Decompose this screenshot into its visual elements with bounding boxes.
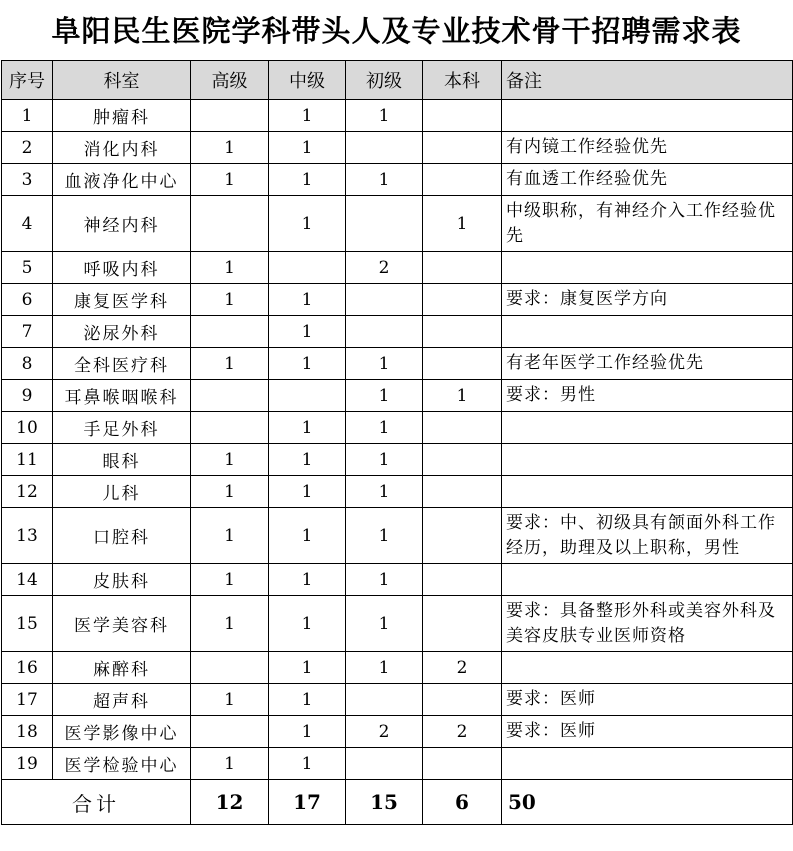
cell-bachelor — [423, 252, 502, 284]
total-grand: 50 — [502, 780, 793, 825]
cell-middle: 1 — [269, 684, 346, 716]
cell-dept: 医学影像中心 — [53, 716, 191, 748]
cell-no: 8 — [2, 348, 53, 380]
cell-note — [502, 564, 793, 596]
cell-no: 2 — [2, 132, 53, 164]
cell-senior: 1 — [191, 684, 269, 716]
table-row — [2, 748, 793, 780]
cell-note: 要求：具备整形外科或美容外科及美容皮肤专业医师资格 — [502, 596, 793, 652]
cell-bachelor — [423, 164, 502, 196]
table-row — [2, 652, 793, 684]
cell-bachelor: 2 — [423, 652, 502, 684]
cell-no: 15 — [2, 596, 53, 652]
cell-note — [502, 316, 793, 348]
cell-bachelor — [423, 564, 502, 596]
header-note: 备注 — [502, 61, 793, 100]
cell-senior: 1 — [191, 564, 269, 596]
cell-middle: 1 — [269, 596, 346, 652]
cell-middle: 1 — [269, 412, 346, 444]
cell-junior: 1 — [346, 596, 423, 652]
table-row — [2, 252, 793, 284]
cell-senior — [191, 412, 269, 444]
cell-senior — [191, 316, 269, 348]
cell-junior: 1 — [346, 164, 423, 196]
cell-bachelor — [423, 412, 502, 444]
cell-senior: 1 — [191, 508, 269, 564]
cell-middle: 1 — [269, 476, 346, 508]
table-row — [2, 684, 793, 716]
cell-middle: 1 — [269, 716, 346, 748]
cell-middle: 1 — [269, 748, 346, 780]
table-row — [2, 348, 793, 380]
cell-senior: 1 — [191, 132, 269, 164]
cell-note — [502, 412, 793, 444]
cell-bachelor — [423, 596, 502, 652]
cell-senior: 1 — [191, 444, 269, 476]
cell-junior: 2 — [346, 716, 423, 748]
cell-middle: 1 — [269, 196, 346, 252]
cell-dept: 儿科 — [53, 476, 191, 508]
cell-bachelor: 1 — [423, 380, 502, 412]
cell-junior — [346, 684, 423, 716]
cell-middle — [269, 252, 346, 284]
cell-bachelor — [423, 476, 502, 508]
table-row — [2, 316, 793, 348]
cell-dept: 消化内科 — [53, 132, 191, 164]
cell-no: 17 — [2, 684, 53, 716]
cell-no: 11 — [2, 444, 53, 476]
cell-junior: 1 — [346, 476, 423, 508]
header-bachelor: 本科 — [423, 61, 502, 100]
header-senior: 高级 — [191, 61, 269, 100]
cell-dept: 全科医疗科 — [53, 348, 191, 380]
cell-senior: 1 — [191, 284, 269, 316]
header-junior: 初级 — [346, 61, 423, 100]
total-row — [2, 780, 793, 825]
cell-dept: 眼科 — [53, 444, 191, 476]
total-bachelor: 6 — [423, 780, 502, 825]
cell-senior: 1 — [191, 252, 269, 284]
cell-no: 10 — [2, 412, 53, 444]
cell-note: 要求：男性 — [502, 380, 793, 412]
cell-no: 5 — [2, 252, 53, 284]
cell-dept: 耳鼻喉咽喉科 — [53, 380, 191, 412]
cell-middle: 1 — [269, 508, 346, 564]
cell-no: 1 — [2, 100, 53, 132]
cell-middle: 1 — [269, 164, 346, 196]
cell-junior: 1 — [346, 100, 423, 132]
cell-dept: 皮肤科 — [53, 564, 191, 596]
cell-junior: 1 — [346, 444, 423, 476]
cell-note — [502, 100, 793, 132]
cell-senior — [191, 196, 269, 252]
cell-senior: 1 — [191, 348, 269, 380]
cell-no: 18 — [2, 716, 53, 748]
cell-dept: 手足外科 — [53, 412, 191, 444]
header-no: 序号 — [2, 61, 53, 100]
cell-bachelor — [423, 508, 502, 564]
cell-no: 7 — [2, 316, 53, 348]
cell-senior — [191, 652, 269, 684]
cell-junior — [346, 196, 423, 252]
cell-no: 12 — [2, 476, 53, 508]
cell-junior: 1 — [346, 412, 423, 444]
cell-note: 中级职称，有神经介入工作经验优先 — [502, 196, 793, 252]
table-body — [2, 100, 793, 780]
table-row — [2, 596, 793, 652]
cell-bachelor: 2 — [423, 716, 502, 748]
cell-dept: 康复医学科 — [53, 284, 191, 316]
table-row — [2, 564, 793, 596]
cell-junior: 1 — [346, 564, 423, 596]
cell-no: 16 — [2, 652, 53, 684]
table-row — [2, 132, 793, 164]
cell-middle: 1 — [269, 444, 346, 476]
cell-middle: 1 — [269, 348, 346, 380]
cell-dept: 口腔科 — [53, 508, 191, 564]
cell-bachelor — [423, 316, 502, 348]
cell-no: 3 — [2, 164, 53, 196]
total-middle: 17 — [269, 780, 346, 825]
table-row — [2, 284, 793, 316]
cell-dept: 超声科 — [53, 684, 191, 716]
cell-note — [502, 252, 793, 284]
cell-bachelor: 1 — [423, 196, 502, 252]
cell-middle: 1 — [269, 564, 346, 596]
page-title: 阜阳民生医院学科带头人及专业技术骨干招聘需求表 — [51, 14, 742, 48]
cell-bachelor — [423, 684, 502, 716]
cell-dept: 泌尿外科 — [53, 316, 191, 348]
cell-junior: 2 — [346, 252, 423, 284]
cell-no: 19 — [2, 748, 53, 780]
cell-bachelor — [423, 444, 502, 476]
cell-no: 14 — [2, 564, 53, 596]
cell-no: 4 — [2, 196, 53, 252]
cell-note — [502, 748, 793, 780]
cell-note: 有血透工作经验优先 — [502, 164, 793, 196]
cell-senior: 1 — [191, 596, 269, 652]
cell-no: 13 — [2, 508, 53, 564]
table-row — [2, 444, 793, 476]
cell-note: 要求：康复医学方向 — [502, 284, 793, 316]
cell-note: 有老年医学工作经验优先 — [502, 348, 793, 380]
total-label: 合计 — [2, 780, 191, 825]
header-row — [2, 61, 793, 100]
cell-senior — [191, 100, 269, 132]
cell-junior — [346, 748, 423, 780]
cell-middle: 1 — [269, 316, 346, 348]
table-row — [2, 380, 793, 412]
cell-note — [502, 476, 793, 508]
cell-senior: 1 — [191, 164, 269, 196]
cell-middle: 1 — [269, 652, 346, 684]
cell-note — [502, 652, 793, 684]
cell-senior: 1 — [191, 476, 269, 508]
table-row — [2, 196, 793, 252]
table-row — [2, 164, 793, 196]
cell-dept: 血液净化中心 — [53, 164, 191, 196]
header-dept: 科室 — [53, 61, 191, 100]
total-junior: 15 — [346, 780, 423, 825]
cell-junior: 1 — [346, 348, 423, 380]
cell-note: 要求：医师 — [502, 716, 793, 748]
table-row — [2, 508, 793, 564]
cell-note — [502, 444, 793, 476]
cell-bachelor — [423, 348, 502, 380]
header-middle: 中级 — [269, 61, 346, 100]
cell-dept: 肿瘤科 — [53, 100, 191, 132]
cell-dept: 医学检验中心 — [53, 748, 191, 780]
cell-note: 有内镜工作经验优先 — [502, 132, 793, 164]
cell-no: 9 — [2, 380, 53, 412]
cell-dept: 医学美容科 — [53, 596, 191, 652]
cell-junior: 1 — [346, 652, 423, 684]
cell-senior — [191, 716, 269, 748]
cell-junior — [346, 316, 423, 348]
cell-note: 要求：中、初级具有颌面外科工作经历，助理及以上职称，男性 — [502, 508, 793, 564]
cell-middle: 1 — [269, 284, 346, 316]
cell-junior — [346, 132, 423, 164]
cell-junior: 1 — [346, 508, 423, 564]
cell-bachelor — [423, 100, 502, 132]
cell-middle: 1 — [269, 132, 346, 164]
cell-bachelor — [423, 284, 502, 316]
total-senior: 12 — [191, 780, 269, 825]
cell-no: 6 — [2, 284, 53, 316]
cell-bachelor — [423, 748, 502, 780]
table-row — [2, 716, 793, 748]
cell-note: 要求：医师 — [502, 684, 793, 716]
cell-bachelor — [423, 132, 502, 164]
cell-dept: 神经内科 — [53, 196, 191, 252]
table-row — [2, 476, 793, 508]
cell-junior: 1 — [346, 380, 423, 412]
cell-senior — [191, 380, 269, 412]
cell-junior — [346, 284, 423, 316]
table-row — [2, 100, 793, 132]
cell-middle — [269, 380, 346, 412]
cell-dept: 麻醉科 — [53, 652, 191, 684]
recruitment-table — [1, 60, 793, 825]
cell-middle: 1 — [269, 100, 346, 132]
cell-dept: 呼吸内科 — [53, 252, 191, 284]
table-row — [2, 412, 793, 444]
cell-senior: 1 — [191, 748, 269, 780]
